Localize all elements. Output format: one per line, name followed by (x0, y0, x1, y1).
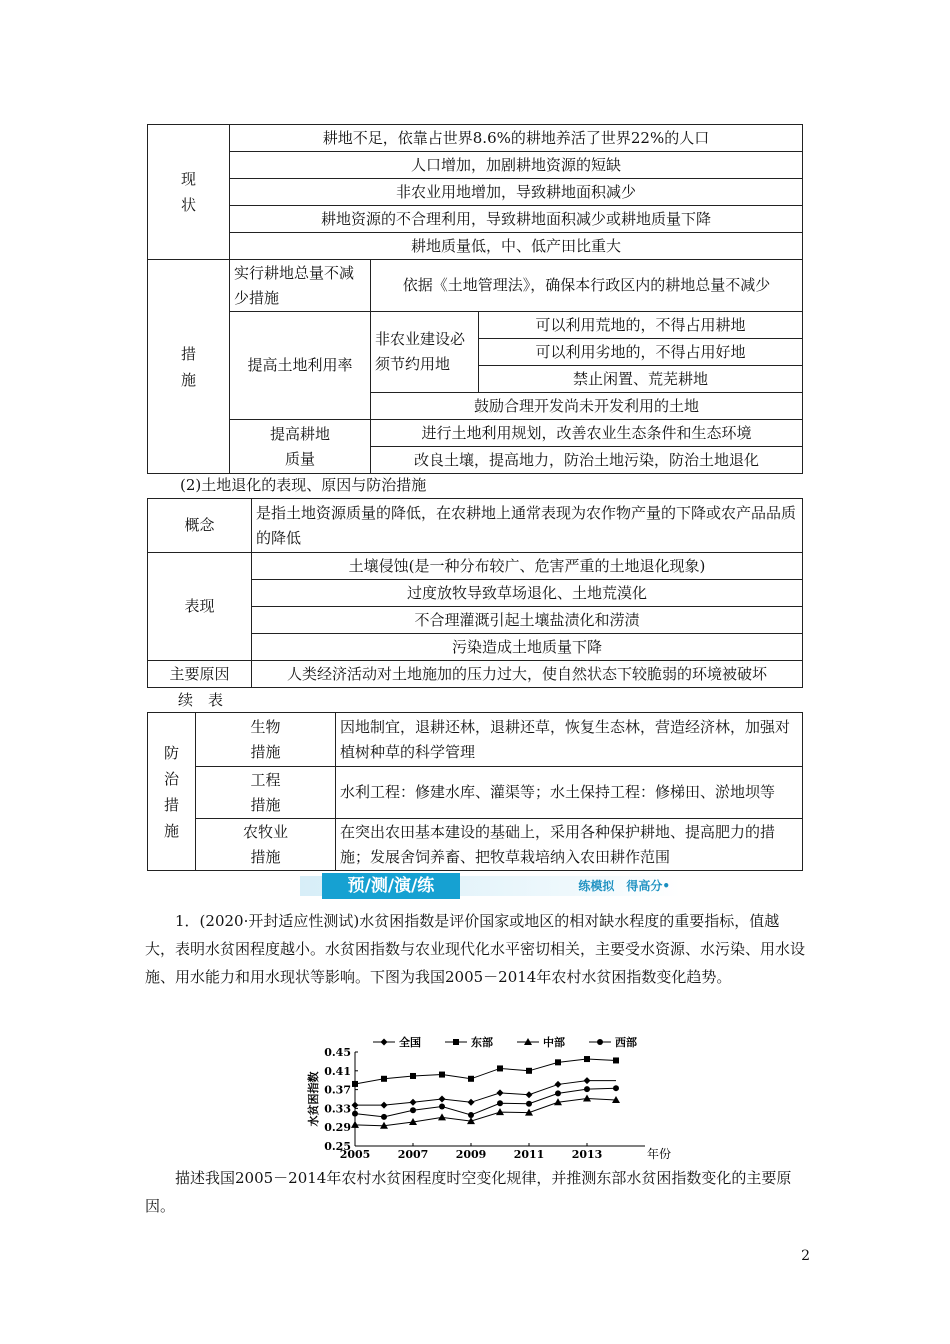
data-point (410, 1107, 416, 1113)
data-point (410, 1073, 416, 1079)
x-tick-label: 2009 (455, 1148, 487, 1161)
measure-text: 在突出农田基本建设的基础上，采用各种保护耕地、提高肥力的措施；发展舍饲养畜、把牧草栽培纳入农田耕作范围 (336, 819, 803, 871)
measure-text: 因地制宜，退耕还林，退耕还草，恢复生态林，营造经济林，加强对植树种草的科学管理 (336, 713, 803, 767)
y-tick-label: 0.41 (324, 1064, 351, 1078)
data-point (496, 1108, 504, 1115)
data-point (468, 1112, 474, 1118)
data-point (584, 1056, 590, 1062)
data-point (439, 1104, 445, 1110)
prevention-header (148, 713, 196, 871)
data-point (497, 1065, 503, 1071)
series-line-3 (355, 1088, 616, 1117)
banner-subtitle: 练模拟 得高分• (578, 879, 670, 893)
data-point (439, 1096, 446, 1103)
status-row: 耕地资源的不合理利用，导致耕地面积减少或耕地质量下降 (230, 206, 803, 233)
measure-label (196, 819, 336, 871)
perf-row: 不合理灌溉引起土壤盐渍化和涝渍 (252, 607, 803, 634)
total-text: 依据《土地管理法》，确保本行政区内的耕地总量不减少 (371, 260, 803, 312)
data-point (381, 1114, 387, 1120)
x-axis-label: 年份 (647, 1147, 672, 1161)
data-point (613, 1057, 619, 1063)
status-row: 非农业用地增加，导致耕地面积减少 (230, 179, 803, 206)
measure-label-text: 工程措施 (250, 770, 281, 814)
series-line-1 (355, 1059, 616, 1084)
status-row: 耕地不足，依靠占世界8.6%的耕地养活了世界22%的人口 (230, 125, 803, 152)
quality-row: 改良土壤，提高地力，防治土地污染，防治土地退化 (371, 447, 803, 474)
data-point (555, 1081, 562, 1088)
status-row: 人口增加，加剧耕地资源的短缺 (230, 152, 803, 179)
data-point (351, 1121, 359, 1128)
data-point (468, 1099, 475, 1106)
perf-label: 表现 (148, 553, 252, 661)
nonagri-row: 可以利用劣地的，不得占用好地 (479, 339, 803, 366)
legend-marker (453, 1039, 459, 1045)
data-point (497, 1100, 503, 1106)
data-point (584, 1077, 591, 1084)
banner-title: 预/测/演/练 (322, 873, 460, 899)
quality-label (230, 420, 371, 474)
perf-row: 过度放牧导致草场退化、土地荒漠化 (252, 580, 803, 607)
x-tick-label: 2007 (397, 1148, 429, 1161)
data-point (352, 1102, 359, 1109)
practice-banner (300, 873, 680, 899)
y-tick-label: 0.37 (324, 1083, 351, 1097)
total-label: 实行耕地总量不减少措施 (230, 260, 371, 312)
data-point (352, 1111, 358, 1117)
quality-label-text: 提高耕地质量 (269, 424, 330, 468)
nonagri-label: 非农业建设必须节约用地 (371, 312, 479, 393)
data-point (497, 1089, 504, 1096)
data-point (381, 1076, 387, 1082)
data-point (526, 1068, 532, 1074)
continued-label: 续 表 (178, 691, 224, 709)
legend-label: 全国 (399, 1036, 421, 1049)
data-point (410, 1099, 417, 1106)
status-row: 耕地质量低，中、低产田比重大 (230, 233, 803, 260)
measure-label-text: 生物措施 (250, 717, 281, 761)
prevention-table (147, 712, 803, 871)
data-point (613, 1085, 619, 1091)
legend-marker (597, 1039, 603, 1045)
measure-label-text: 农牧业措施 (242, 822, 288, 866)
legend-label: 东部 (471, 1036, 493, 1049)
nonagri-row: 禁止闲置、荒芜耕地 (479, 366, 803, 393)
status-header-text: 现状 (181, 170, 197, 214)
legend-marker (381, 1039, 388, 1046)
perf-row: 土壤侵蚀(是一种分布较广、危害严重的土地退化现象) (252, 553, 803, 580)
concept-label: 概念 (148, 499, 252, 553)
y-tick-label: 0.45 (324, 1046, 351, 1059)
x-tick-label: 2013 (571, 1148, 603, 1161)
data-point (381, 1102, 388, 1109)
measure-label (196, 767, 336, 819)
y-tick-label: 0.29 (324, 1121, 351, 1135)
question-ask: 描述我国2005－2014年农村水贫困程度时空变化规律，并推测东部水贫困指数变化的主要原因。 (145, 1169, 792, 1215)
arable-land-table (147, 124, 803, 474)
data-point (555, 1090, 561, 1096)
y-tick-label: 0.33 (324, 1102, 351, 1116)
prevention-header-text: 防治措施 (164, 743, 180, 840)
table2-caption: (2)土地退化的表现、原因与防治措施 (180, 476, 427, 494)
data-point (583, 1095, 591, 1102)
cause-label: 主要原因 (148, 661, 252, 688)
data-point (526, 1091, 533, 1098)
nonagri-row: 可以利用荒地的，不得占用耕地 (479, 312, 803, 339)
measures-header-text: 措施 (181, 344, 197, 389)
y-tick-label: 0.25 (324, 1140, 351, 1153)
data-point (584, 1086, 590, 1092)
data-point (555, 1059, 561, 1065)
util-label: 提高土地利用率 (230, 312, 371, 420)
data-point (439, 1072, 445, 1078)
data-point (526, 1101, 532, 1107)
series-line-0 (355, 1081, 616, 1105)
quality-row: 进行土地利用规划，改善农业生态条件和生态环境 (371, 420, 803, 447)
status-header (148, 125, 230, 260)
page-number: 2 (801, 1248, 810, 1264)
x-tick-label: 2005 (339, 1148, 371, 1161)
cause-text: 人类经济活动对土地施加的压力过大，使自然状态下较脆弱的环境被破坏 (252, 661, 803, 688)
measure-text: 水利工程：修建水库、灌渠等；水土保持工程：修梯田、淤地坝等 (336, 767, 803, 819)
land-degradation-table (147, 498, 803, 688)
water-poverty-chart (300, 1034, 700, 1164)
y-axis-label: 水贫困指数 (307, 1071, 320, 1127)
data-point (352, 1081, 358, 1087)
measure-label (196, 713, 336, 767)
series-line-2 (355, 1099, 616, 1126)
measures-header (148, 260, 230, 474)
data-point (438, 1113, 446, 1120)
legend-label: 中部 (543, 1036, 565, 1049)
question-text: 1．(2020·开封适应性测试)水贫困指数是评价国家或地区的相对缺水程度的重要指标，值越大，表明水贫困程度越小。水贫困指数与农业现代化水平密切相关，主要受水资源、水污染、用水设施、用水能力和用水现状等影响。下图为我国2005－2014年农村水贫困指数变化趋势。 (145, 912, 806, 986)
develop-text: 鼓励合理开发尚未开发利用的土地 (371, 393, 803, 420)
concept-text: 是指土地资源质量的降低，在农耕地上通常表现为农作物产量的下降或农产品品质的降低 (252, 499, 803, 553)
data-point (468, 1076, 474, 1082)
x-tick-label: 2011 (513, 1148, 545, 1161)
legend-label: 西部 (615, 1036, 637, 1049)
perf-row: 污染造成土地质量下降 (252, 634, 803, 661)
